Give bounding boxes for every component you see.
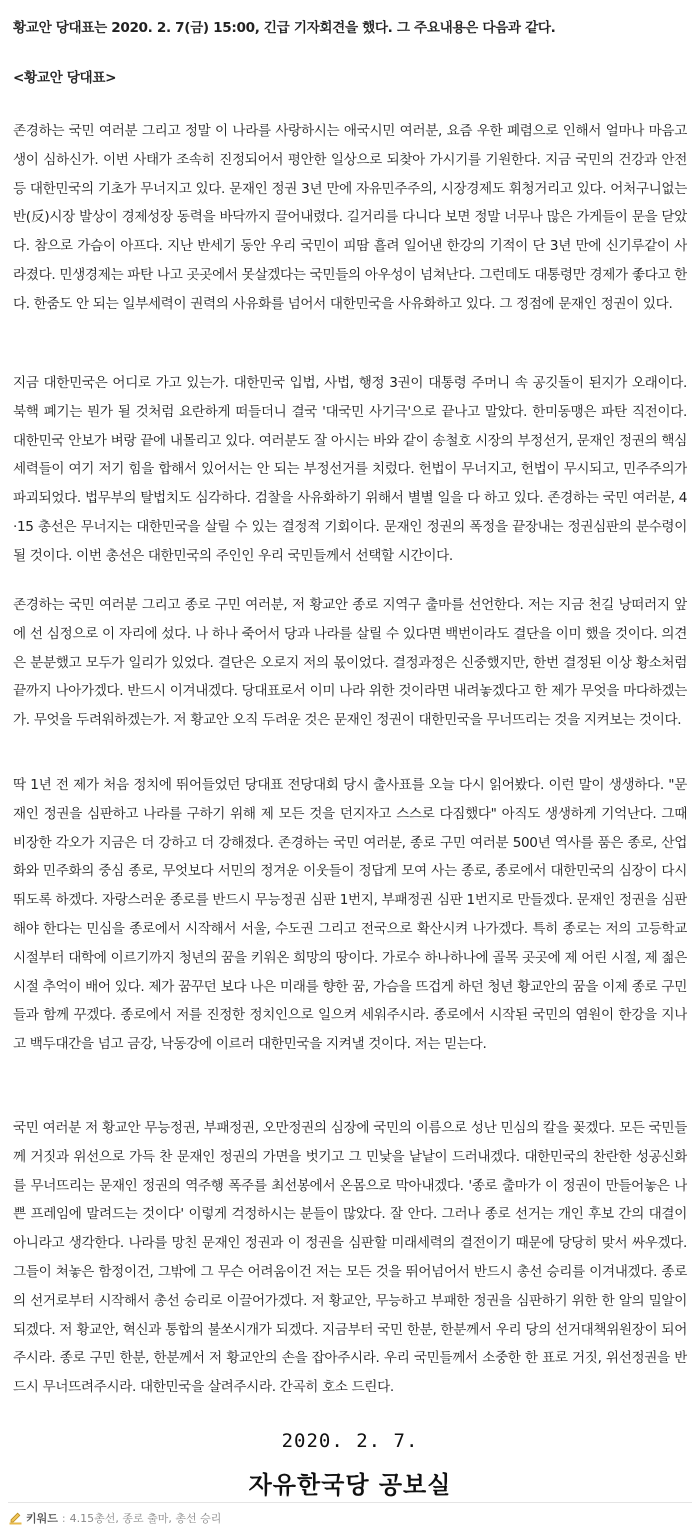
keywords-separator: : [61,1511,66,1525]
release-date: 2020. 2. 7. [281,1430,419,1452]
paragraph: 국민 여러분 저 황교안 무능정권, 부패정권, 오만정권의 심장에 국민의 이름으로 성난 민심의 칼을 꽂겠다. 모든 국민들께 거짓과 위선으로 가득 찬 문재인 정권의 가면을 벗기고 그 민낯을 낱낱이 드러내겠다. 대한민국의 찬란한 성공신화를 무너뜨리는 문재인 정권의 역주행 폭주를 최선봉에서 온몸으로 막아내겠다. '종로 출마가 이 정권이 만들어놓은 나쁜 프레임에 말려드는 것이다' 이렇게 걱정하시는 분들이 많았다. 잘 안다. 그러나 종로 선거는 개인 후보 간의 대결이 아니라고 생각한다. 나라를 망친 문재인 정권과 이 정권을 심판할 미래세력의 결전이기 때문에 당당히 맞서 싸우겠다. 그들이 쳐놓은 함정이건, 그밖에 그 무슨 어려움이건 저는 모든 것을 뛰어넘어서 반드시 총선 승리를 이겨내겠다. 종로의 선거로부터 시작해서 총선 승리로 이끌어가겠다. 저 황교안, 무능하고 부패한 정권을 심판하기 위한 한 알의 밀알이 되겠다. 저 황교안, 혁신과 통합의 불쏘시개가 되겠다. 지금부터 국민 한분, 한분께서 우리 당의 선거대책위원장이 되어주시라. 종로 구민 한분, 한분께서 저 황교안의 손을 잡아주시라. 우리 국민들께서 소중한 한 표로 거짓, 위선정권을 반드시 무너뜨려주시라. 대한민국을 살려주시라. 간곡히 호소 드린다. [13,1120,687,1396]
keywords-label: 키워드 [26,1512,58,1525]
paragraph: 딱 1년 전 제가 처음 정치에 뛰어들었던 당대표 전당대회 당시 출사표를 오늘 다시 읽어봤다. 이런 말이 생생하다. "문재인 정권을 심판하고 나라를 구하기 위해 제 모든 것을 던지자고 스스로 다짐했다" 아직도 생생하게 기억난다. 그때 비장한 각오가 지금은 더 강하고 더 강해졌다. 존경하는 국민 여러분, 종로 구민 여러분 500년 역사를 품은 종로, 산업화와 민주화의 중심 종로, 무엇보다 서민의 정겨운 이웃들이 정답게 모여 사는 종로, 종로에서 대한민국의 심장이 다시 뛰도록 하겠다. 자랑스러운 종로를 반드시 무능정권 심판 1번지, 부패정권 심판 1번지로 만들겠다. 문재인 정권을 심판해야 한다는 민심을 종로에서 시작해서 서울, 수도권 그리고 전국으로 확산시켜 나가겠다. 특히 종로는 저의 고등학교 시절부터 대학에 이르기까지 청년의 꿈을 키워온 희망의 땅이다. 가로수 하나하나에 골목 곳곳에 제 어린 시절, 제 젊은 시절 추억이 배어 있다. 제가 꿈꾸던 보다 나은 미래를 향한 꿈, 가슴을 뜨겁게 하던 청년 황교안의 꿈을 이제 종로 구민들과 함께 꾸겠다. 종로에서 저를 진정한 정치인으로 일으켜 세워주시라. 종로에서 시작된 국민의 염원이 한강을 지나고 백두대간을 넘고 금강, 낙동강에 이르러 대한민국을 지켜낼 것이다. 저는 믿는다. [13,777,687,1053]
divider [8,1502,692,1503]
paragraph: 지금 대한민국은 어디로 가고 있는가. 대한민국 입법, 사법, 행정 3권이 대통령 주머니 속 공깃돌이 된지가 오래이다. 북핵 폐기는 뭔가 될 것처럼 요란하게 떠들더니 결국 '대국민 사기극'으로 끝나고 말았다. 한미동맹은 파탄 직전이다. 대한민국 안보가 벼랑 끝에 내몰리고 있다. 여러분도 잘 아시는 바와 같이 송철호 시장의 부정선거, 문재인 정권의 핵심세력들이 여기 저기 힘을 합해서 있어서는 안 되는 부정선거를 치렀다. 헌법이 무너지고, 헌법이 무시되고, 민주주의가 파괴되었다. 법무부의 탈법치도 심각하다. 검찰을 사유화하기 위해서 별별 일을 다 하고 있다. 존경하는 국민 여러분, 4·15 총선은 무너지는 대한민국을 살릴 수 있는 결정적 기회이다. 문재인 정권의 폭정을 끝장내는 정권심판의 분수령이 될 것이다. 이번 총선은 대한민국의 주인인 우리 국민들께서 선택할 시간이다. [13,375,687,564]
speaker-heading: <황교안 당대표> [13,70,117,86]
paragraph: 존경하는 국민 여러분 그리고 정말 이 나라를 사랑하시는 애국시민 여러분, 요즘 우한 폐렴으로 인해서 얼마나 마음고생이 심하신가. 이번 사태가 조속히 진정되어서 평안한 일상으로 되찾아 가시기를 기원한다. 지금 국민의 건강과 안전 등 대한민국의 기초가 무너지고 있다. 문재인 정권 3년 만에 자유민주주의, 시장경제도 휘청거리고 있다. 어처구니없는 반(反)시장 발상이 경제성장 동력을 바닥까지 끌어내렸다. 길거리를 다니다 보면 정말 너무나 많은 가게들이 문을 닫았다. 참으로 가슴이 아프다. 지난 반세기 동안 우리 국민이 피땀 흘려 일어낸 한강의 기적이 단 3년 만에 신기루같이 사라졌다. 민생경제는 파탄 나고 곳곳에서 못살겠다는 국민들의 아우성이 넘쳐난다. 그런데도 대통령만 경제가 좋다고 한다. 한줌도 안 되는 일부세력이 권력의 사유화를 넘어서 대한민국을 사유화하고 있다. 그 정점에 문재인 정권이 있다. [13,123,687,312]
issuer-signature: 자유한국당 공보실 [248,1471,452,1499]
keywords-row [9,1506,221,1530]
pencil-icon [9,1512,22,1525]
keywords-value[interactable]: 4.15총선, 종로 출마, 총선 승리 [69,1512,222,1525]
intro-line: 황교안 당대표는 2020. 2. 7(금) 15:00, 긴급 기자회견을 했다. 그 주요내용은 다음과 같다. [13,20,556,36]
paragraph: 존경하는 국민 여러분 그리고 종로 구민 여러분, 저 황교안 종로 지역구 출마를 선언한다. 저는 지금 천길 낭떠러지 앞에 선 심정으로 이 자리에 섰다. 나 하나 죽어서 당과 나라를 살릴 수 있다면 백번이라도 결단을 이미 했을 것이다. 의견은 분분했고 모두가 일리가 있었다. 결단은 오로지 저의 몫이었다. 결정과정은 신중했지만, 한번 결정된 이상 황소처럼 끝까지 나아가겠다. 반드시 이겨내겠다. 당대표로서 이미 나라 위한 것이라면 내려놓겠다고 한 제가 무엇을 마다하겠는가. 무엇을 두려워하겠는가. 저 황교안 오직 두려운 것은 문재인 정권이 대한민국을 무너뜨리는 것을 지켜보는 것이다. [13,597,687,729]
